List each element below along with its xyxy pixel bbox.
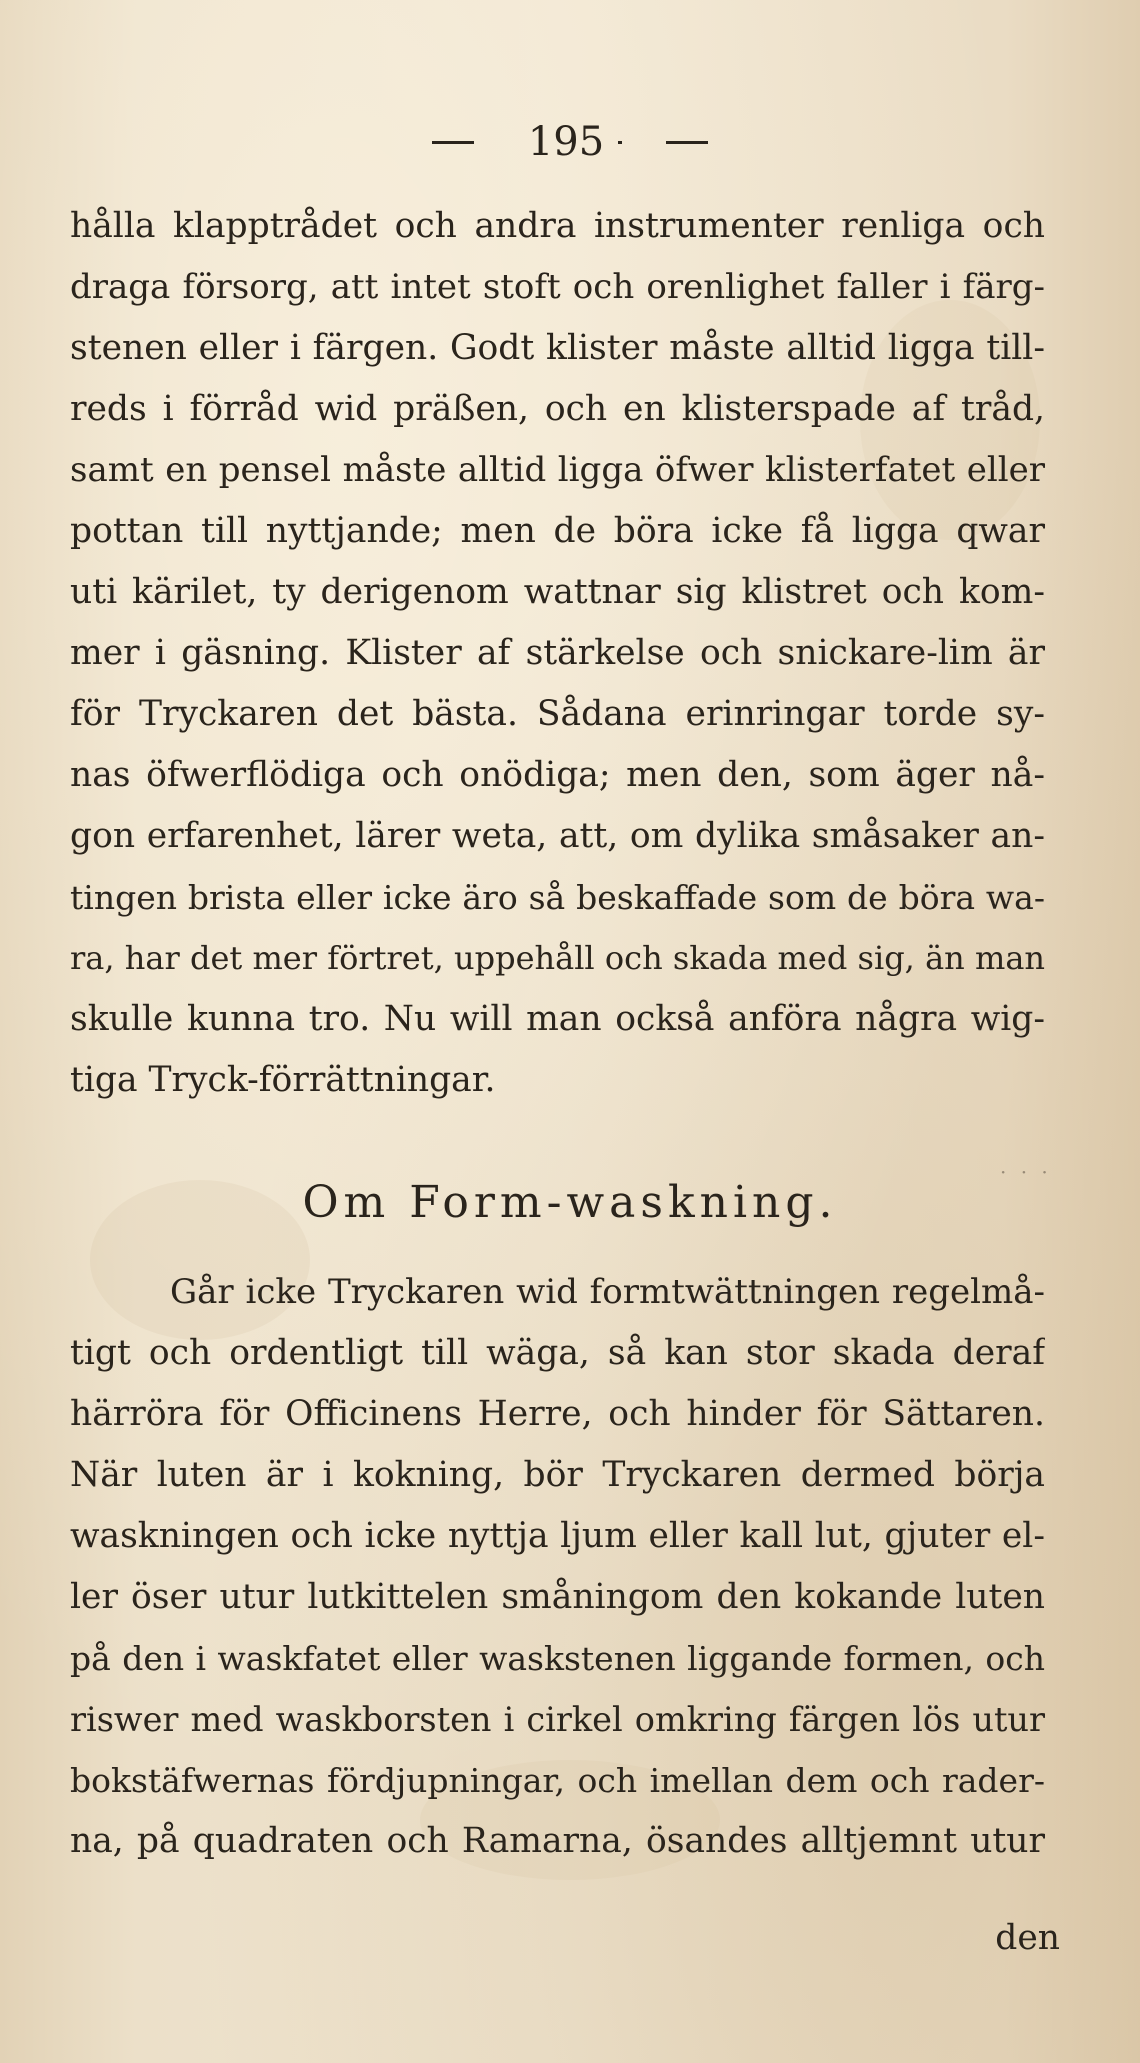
text-line: bokstäfwernas fördjupningar, och imellan dem och rader- xyxy=(70,1761,1045,1800)
text-line: pottan till nyttjande; men de böra icke få ligga qwar xyxy=(70,511,1045,551)
text-line: tingen brista eller icke äro så beskaffade som de böra wa- xyxy=(70,878,1045,917)
text-line: nas öfwerflödiga och onödiga; men den, som äger nå- xyxy=(70,755,1045,795)
text-line: reds i förråd wid präßen, och en klisterspade af tråd, xyxy=(70,389,1045,429)
text-line: tiga Tryck-förrättningar. xyxy=(70,1060,496,1100)
text-line: När luten är i kokning, bör Tryckaren dermed börja xyxy=(70,1455,1045,1495)
text-line: Går icke Tryckaren wid formtwättningen regelmå- xyxy=(170,1272,1045,1312)
catchword: den xyxy=(995,1918,1060,1958)
text-line: hålla klapptrådet och andra instrumenter renliga och xyxy=(70,206,1045,246)
text-line: på den i waskfatet eller waskstenen liggande formen, och xyxy=(70,1639,1045,1678)
text-line: stenen eller i färgen. Godt klister måste alltid ligga till- xyxy=(70,328,1045,368)
page-header xyxy=(0,112,1140,172)
text-line: na, på quadraten och Ramarna, ösandes alltjemnt utur xyxy=(70,1821,1045,1861)
paragraph-1 xyxy=(70,196,1045,1111)
text-line: härröra för Officinens Herre, och hinder för Sättaren. xyxy=(70,1394,1045,1434)
text-line: riswer med waskborsten i cirkel omkring färgen lös utur xyxy=(70,1700,1045,1739)
text-line: uti kärilet, ty derigenom wattnar sig klistret och kom- xyxy=(70,572,1045,612)
text-line: skulle kunna tro. Nu will man också anföra några wig- xyxy=(70,999,1045,1039)
text-line: samt en pensel måste alltid ligga öfwer klisterfatet eller xyxy=(70,450,1045,490)
text-line: waskningen och icke nyttja ljum eller kall lut, gjuter el- xyxy=(70,1516,1045,1556)
text-line: ler öser utur lutkittelen småningom den kokande luten xyxy=(70,1577,1045,1617)
header-dot xyxy=(618,141,622,144)
header-dash-right xyxy=(666,141,708,144)
print-specks: · · · xyxy=(1000,1160,1052,1184)
text-line: tigt och ordentligt till wäga, så kan stor skada deraf xyxy=(70,1333,1045,1373)
paragraph-2 xyxy=(70,1262,1045,1872)
text-line: draga försorg, att intet stoft och orenlighet faller i färg- xyxy=(70,267,1045,307)
text-line: gon erfarenhet, lärer weta, att, om dylika småsaker an- xyxy=(70,816,1045,856)
text-line: för Tryckaren det bästa. Sådana erinringar torde sy- xyxy=(70,694,1045,734)
section-heading: Om Form-waskning. xyxy=(302,1177,838,1228)
text-line: ra, har det mer förtret, uppehåll och skada med sig, än man xyxy=(70,939,1045,977)
text-line: mer i gäsning. Klister af stärkelse och snickare-lim är xyxy=(70,633,1045,673)
page-number: 195 xyxy=(527,119,605,165)
header-dash-left xyxy=(432,141,474,144)
